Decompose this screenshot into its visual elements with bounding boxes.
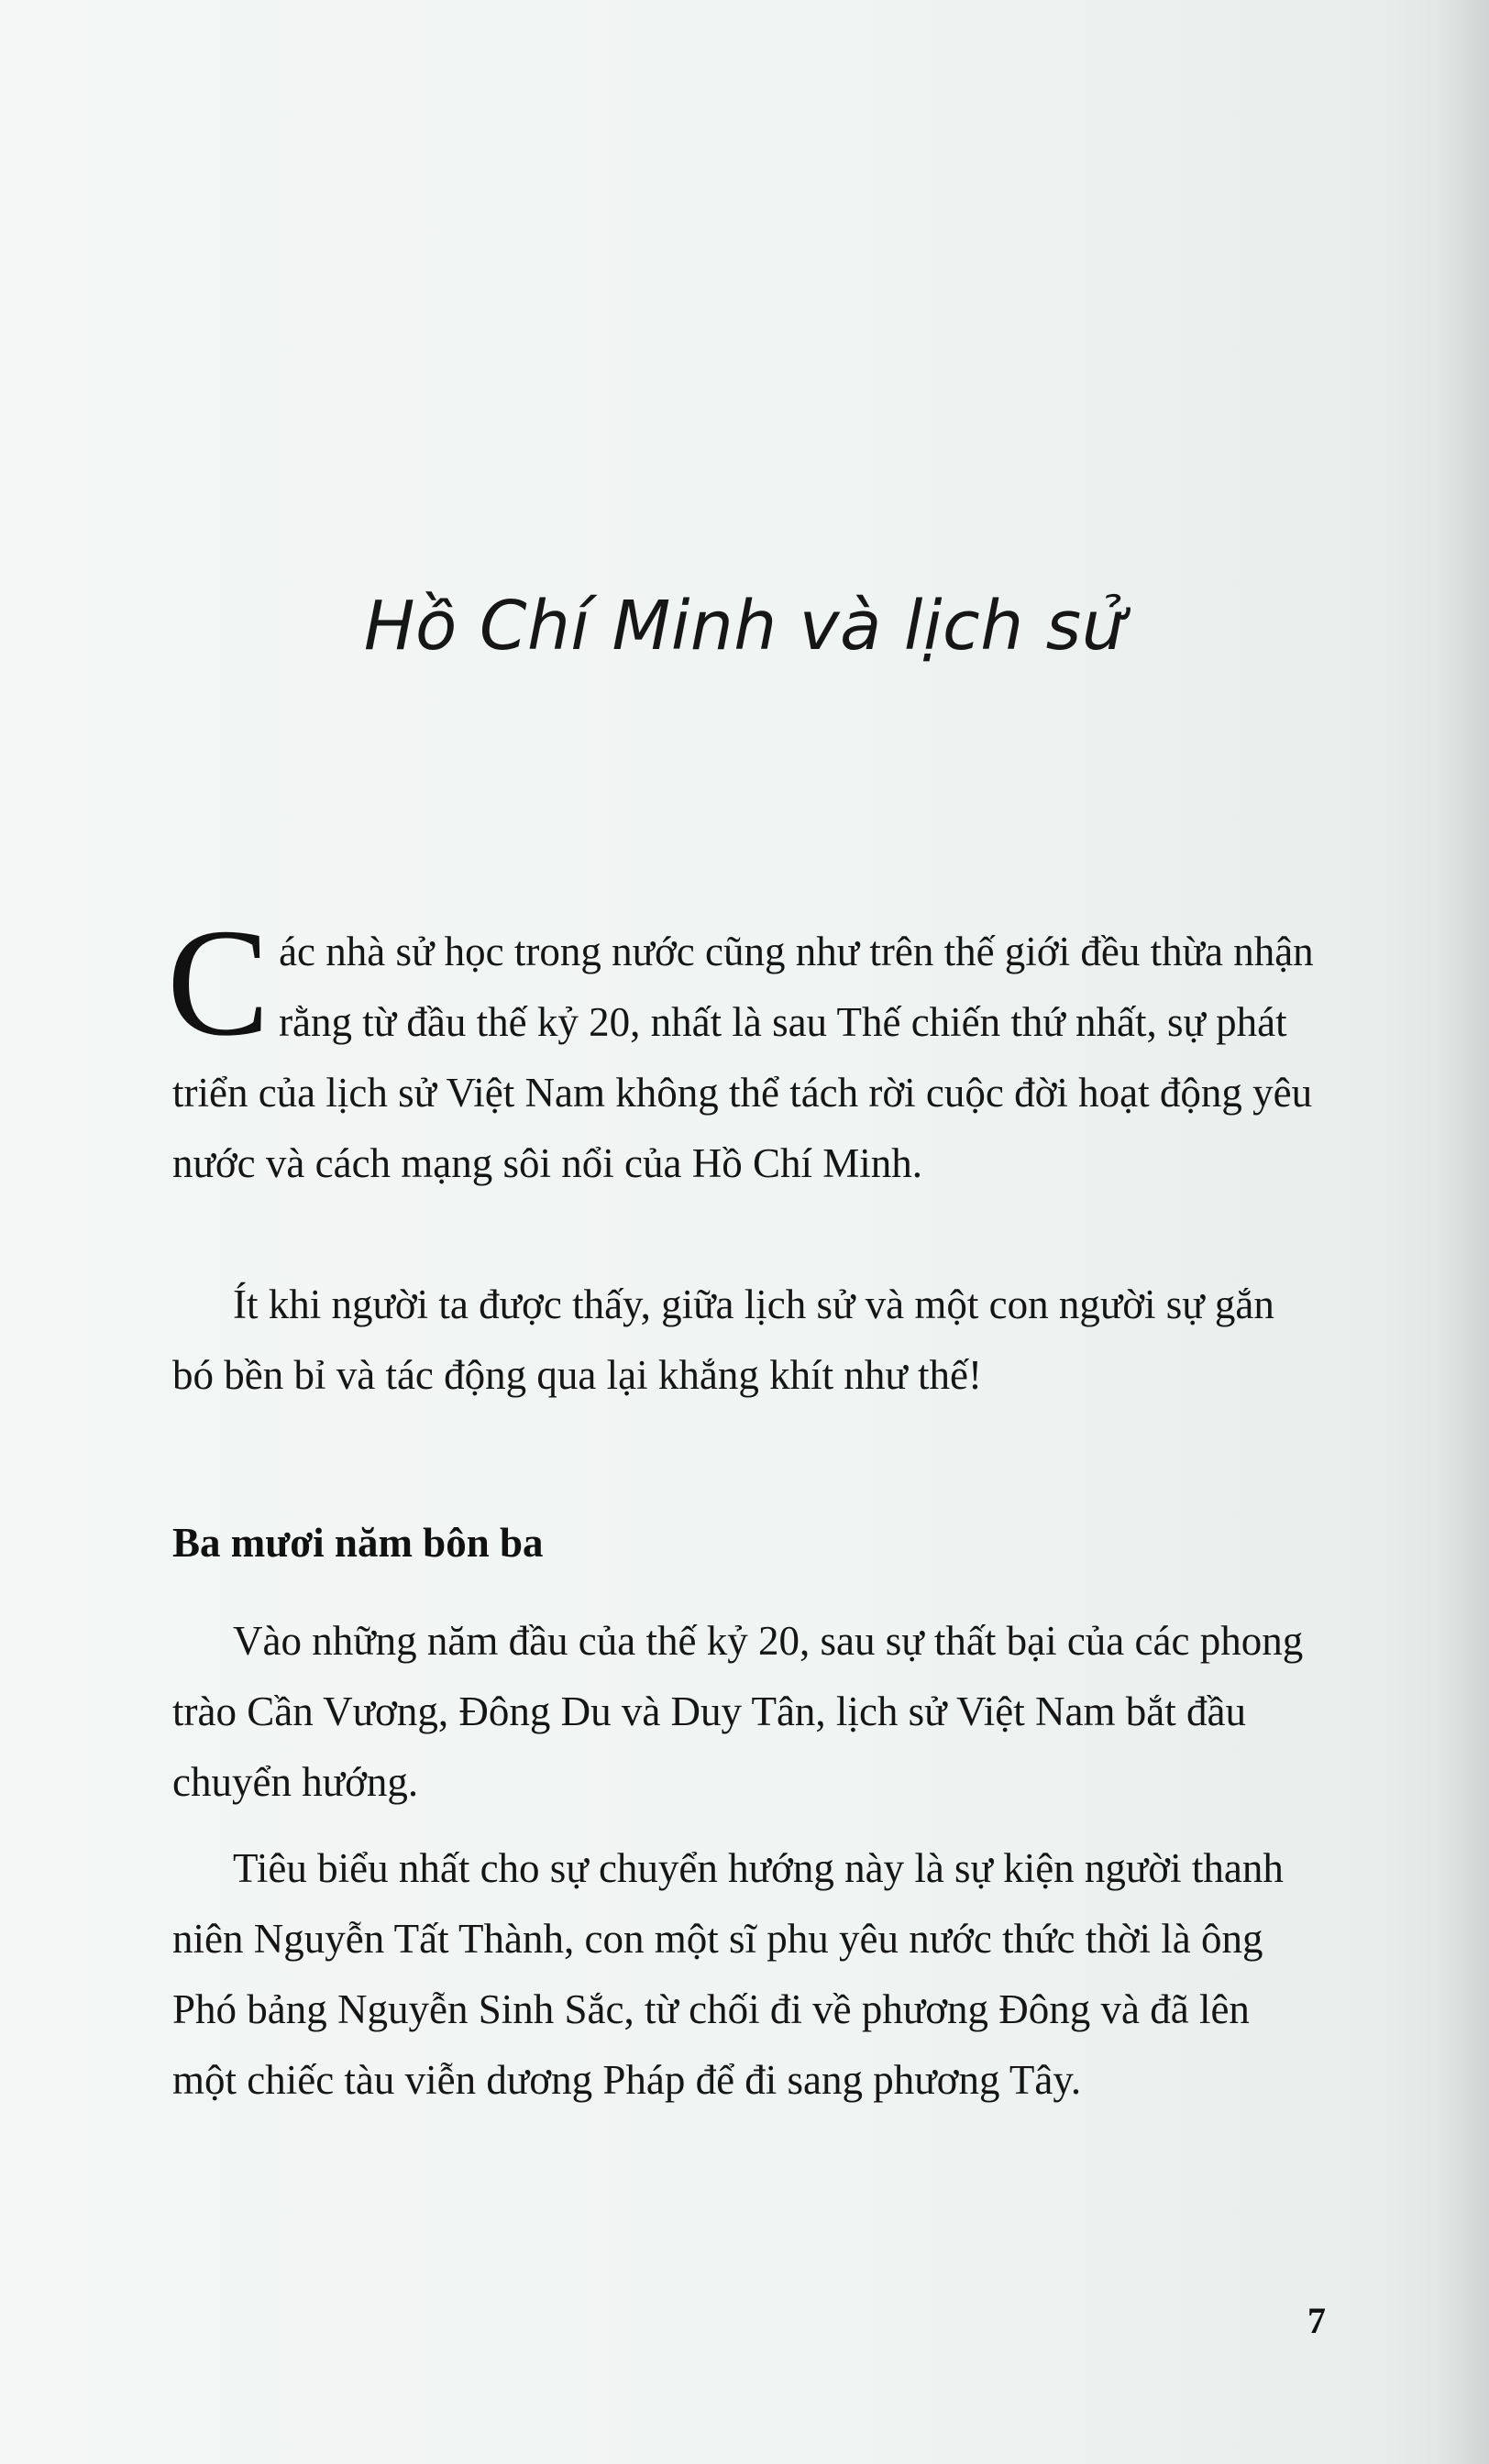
paragraph-4: Tiêu biểu nhất cho sự chuyển hướng này là sự kiện người thanh niên Nguyễn Tất Thành, con một sĩ phu yêu nước thức thời là ông Phó bảng Nguyễn Sinh Sắc, từ chối đi về phương Đông và đã lên một chiếc tàu viễn dương Pháp để đi sang phương Tây. bbox=[172, 1845, 1284, 2103]
paragraph-3: Vào những năm đầu của thế kỷ 20, sau sự thất bại của các phong trào Cần Vương, Đông Du và Duy Tân, lịch sử Việt Nam bắt đầu chuyển hướng. bbox=[172, 1618, 1304, 1805]
page-edge-shadow bbox=[1434, 0, 1489, 2464]
paragraph-2: Ít khi người ta được thấy, giữa lịch sử và một con người sự gắn bó bền bỉ và tác động qua lại khắng khít như thế! bbox=[172, 1282, 1274, 1398]
drop-cap-letter: C bbox=[167, 897, 270, 1068]
section-heading: Ba mươi năm bôn ba bbox=[172, 1520, 544, 1566]
page-number: 7 bbox=[1307, 2300, 1326, 2341]
intro-paragraph bbox=[167, 897, 1324, 1199]
intro-paragraph-text: ác nhà sử học trong nước cũng như trên thế giới đều thừa nhận rằng từ đầu thế kỷ 20, nhất là sau Thế chiến thứ nhất, sự phát triển của lịch sử Việt Nam không thể tách rời cuộc đời hoạt động yêu nước và cách mạng sôi nổi của Hồ Chí Minh. bbox=[172, 929, 1314, 1186]
chapter-title: Hồ Chí Minh và lịch sử bbox=[363, 587, 1126, 666]
